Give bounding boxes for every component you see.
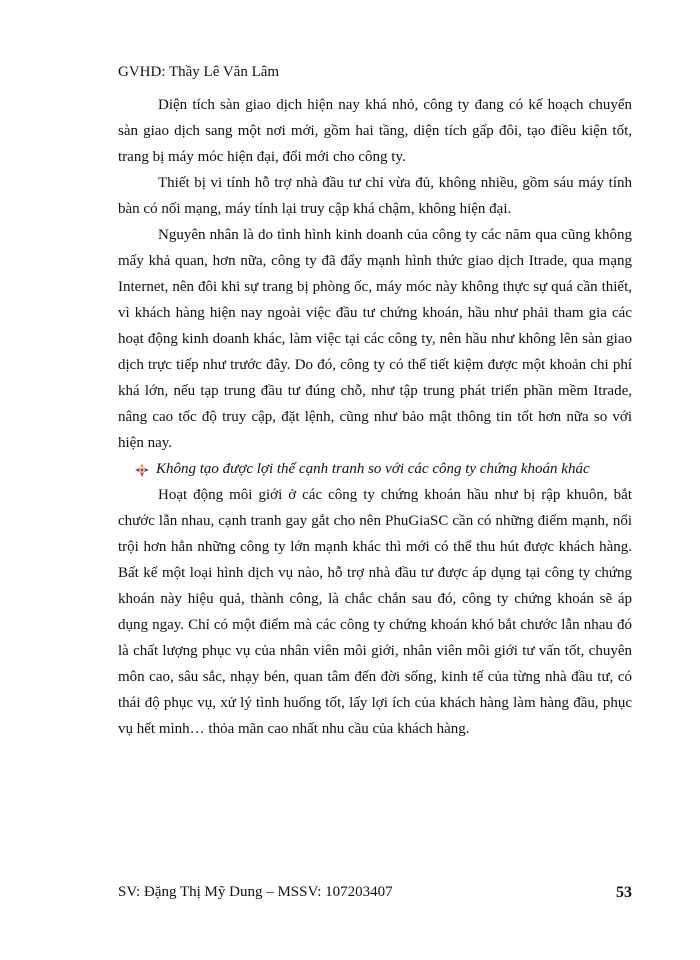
section-heading-text: Không tạo được lợi thế cạnh tranh so với các công ty chứng khoán khác (156, 461, 590, 477)
page-number: 53 (616, 884, 632, 901)
section-heading (118, 456, 632, 482)
page-footer (118, 884, 632, 902)
paragraph: Hoạt động môi giới ở các công ty chứng khoán hầu như bị rập khuôn, bắt chước lẫn nhau, cạnh tranh gay gắt cho nên PhuGiaSC cần có những điểm mạnh, nổi trội hơn hẳn những công ty lớn mạnh khác thì mới có thể thu hút được khách hàng. Bất kể một loại hình dịch vụ nào, hỗ trợ nhà đầu tư được áp dụng tại công ty chứng khoán này hiệu quả, thành công, là chắc chắn sau đó, công ty chứng khoán sẽ áp dụng ngay. Chỉ có một điểm mà các công ty chứng khoán khó bắt chước lẫn nhau đó là chất lượng phục vụ của nhân viên môi giới, nhân viên môi giới tư vấn tốt, chuyên môn cao, sâu sắc, nhạy bén, quan tâm đến đời sống, kinh tế của từng nhà đầu tư, có thái độ phục vụ, xử lý tình huống tốt, lấy lợi ích của khách hàng làm hàng đầu, phục vụ hết mình… thỏa mãn cao nhất nhu cầu của khách hàng. (118, 487, 632, 737)
footer-student-info: SV: Đặng Thị Mỹ Dung – MSSV: 107203407 (118, 884, 393, 900)
diamond-arrow-bullet-icon (134, 461, 150, 477)
page-header: GVHD: Thầy Lê Văn Lâm (118, 64, 280, 80)
paragraph: Thiết bị vi tính hỗ trợ nhà đầu tư chỉ vừa đủ, không nhiều, gồm sáu máy tính bàn có nối mạng, máy tính lại truy cập khá chậm, không hiện đại. (118, 175, 632, 217)
paragraph: Diện tích sàn giao dịch hiện nay khá nhỏ, công ty đang có kế hoạch chuyển sàn giao dịch sang một nơi mới, gồm hai tầng, diện tích gấp đôi, tạo điều kiện tốt, trang bị máy móc hiện đại, đổi mới cho công ty. (118, 97, 632, 165)
paragraph: Nguyên nhân là do tình hình kinh doanh của công ty các năm qua cũng không mấy khả quan, hơn nữa, công ty đã đẩy mạnh hình thức giao dịch Itrade, qua mạng Internet, nên đôi khi sự trang bị phòng ốc, máy móc này không thực sự quá cần thiết, vì khách hàng hiện nay ngoài việc đầu tư chứng khoán, hầu như phải tham gia các hoạt động kinh doanh khác, làm việc tại các công ty, nên hầu như không lên sàn giao dịch trực tiếp như trước đây. Do đó, công ty có thể tiết kiệm được một khoản chi phí khá lớn, nếu tạp trung đầu tư đúng chỗ, như tập trung phát triển phần mềm Itrade, nâng cao tốc độ truy cập, đặt lệnh, cũng như bảo mật thông tin tốt hơn nữa so với hiện nay. (118, 227, 632, 451)
body-text (118, 92, 632, 742)
